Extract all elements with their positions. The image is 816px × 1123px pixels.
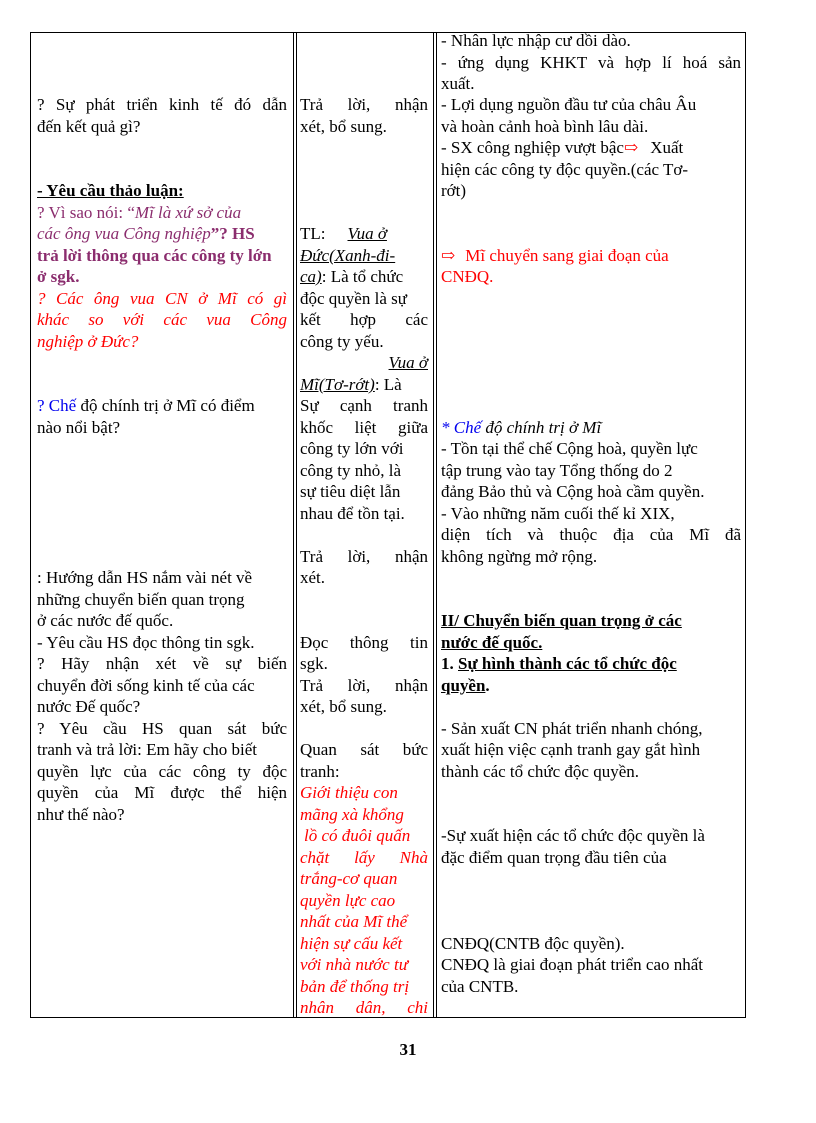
picture-intro: nhân dân, chi	[300, 998, 428, 1017]
us-answer: Sự cạnh tranh	[300, 396, 428, 415]
observe-picture: Quan sát bức	[300, 740, 428, 759]
germany-answer: TL: Vua ở	[300, 224, 387, 243]
us-answer: sự tiêu diệt lẫn	[300, 482, 401, 501]
picture-question: như thế nào?	[37, 805, 125, 824]
picture-question: tranh và trả lời: Em hãy cho biết	[37, 740, 258, 759]
regime-question: nào nổi bật?	[37, 418, 121, 437]
regime-content: đảng Bảo thủ và Cộng hoà cầm quyền.	[441, 482, 705, 501]
content-line: - Lợi dụng nguồn đầu tư của châu Âu	[441, 95, 697, 114]
germany-answer: độc quyền là sự	[300, 289, 407, 308]
content-line: xuất hiện việc cạnh tranh gay gắt hình	[441, 740, 701, 759]
content-line: và hoàn cảnh hoà bình lâu dài.	[441, 117, 649, 136]
column-divider	[436, 32, 437, 1018]
content-line: của CNTB.	[441, 977, 519, 996]
content-line: - Sản xuất CN phát triển nhanh chóng,	[441, 719, 703, 738]
picture-intro: nhất của Mĩ thể	[300, 912, 408, 931]
picture-intro: mãng xà khổng	[300, 805, 404, 824]
picture-intro: với nhà nước tư	[300, 955, 408, 974]
discussion-question: các ông vua Công nghiệp”? HS	[37, 224, 255, 243]
student-answer: Trả lời, nhận	[300, 95, 428, 114]
column-divider	[433, 32, 434, 1018]
discussion-question: ? Các ông vua CN ở Mĩ có gì	[37, 289, 287, 308]
germany-answer: công ty yếu.	[300, 332, 384, 351]
question-result: đến kết quả gì?	[37, 117, 141, 136]
observe-picture: tranh:	[300, 762, 340, 781]
content-line: - Nhân lực nhập cư dồi dào.	[441, 31, 631, 50]
regime-content: không ngừng mở rộng.	[441, 547, 598, 566]
student-answer: xét, bổ sung.	[300, 697, 387, 716]
content-line: rớt)	[441, 181, 467, 200]
picture-intro: bản để thống trị	[300, 977, 410, 996]
regime-content: - Vào những năm cuối thế kỉ XIX,	[441, 504, 675, 523]
column-divider	[293, 32, 294, 1018]
regime-heading: * Chế độ chính trị ở Mĩ	[441, 418, 602, 437]
question-result: ? Sự phát triển kinh tế đó dẫn	[37, 95, 287, 114]
picture-question: quyền lực của các công ty độc	[37, 762, 287, 781]
content-line: CNĐQ(CNTB độc quyền).	[441, 934, 625, 953]
student-answer: xét.	[300, 568, 326, 587]
us-answer: công ty nhỏ, là	[300, 461, 402, 480]
picture-intro: lồ có đuôi quấn	[304, 826, 411, 845]
student-answer: Trả lời, nhận	[300, 676, 428, 695]
student-read: Đọc thông tin	[300, 633, 428, 652]
comment-question: chuyển đời sống kinh tế của các	[37, 676, 255, 695]
us-answer: Vua ở	[388, 353, 428, 372]
regime-content: tập trung vào tay Tổng thống do 2	[441, 461, 673, 480]
discussion-question: ? Vì sao nói: “Mĩ là xứ sở của	[37, 203, 242, 222]
read-request: - Yêu cầu HS đọc thông tin sgk.	[37, 633, 255, 652]
page-number: 31	[399, 1040, 417, 1059]
student-answer: Trả lời, nhận	[300, 547, 428, 566]
right-arrow-icon: ⇨	[623, 138, 639, 157]
germany-answer: Đức(Xanh-đi-	[300, 246, 396, 265]
germany-answer: ca): Là tổ chức	[300, 267, 404, 286]
comment-question: ? Hãy nhận xét về sự biến	[37, 654, 287, 673]
picture-question: ? Yêu cầu HS quan sát bức	[37, 719, 287, 738]
picture-intro: trắng-cơ quan	[300, 869, 398, 888]
shift-statement: ⇨ Mĩ chuyển sang giai đoạn của	[441, 246, 669, 265]
content-line: hiện các công ty độc quyền.(các Tơ-	[441, 160, 689, 179]
content-line: -Sự xuất hiện các tổ chức độc quyền là	[441, 826, 705, 845]
subsection-heading: quyền.	[441, 676, 490, 695]
student-answer: xét, bổ sung.	[300, 117, 387, 136]
discussion-question: trả lời thông qua các công ty lớn	[37, 246, 272, 265]
guide-text: những chuyển biến quan trọng	[37, 590, 245, 609]
right-arrow-icon: ⇨	[441, 246, 456, 265]
section-heading: II/ Chuyển biến quan trọng ở các	[441, 611, 682, 630]
column-divider	[296, 32, 297, 1018]
content-line: thành các tổ chức độc quyền.	[441, 762, 640, 781]
content-line: xuất.	[441, 74, 475, 93]
picture-intro: chặt lấy Nhà	[300, 848, 428, 867]
content-line: đặc điểm quan trọng đầu tiên của	[441, 848, 667, 867]
us-answer: nhau để tồn tại.	[300, 504, 405, 523]
regime-question: ? Chế độ chính trị ở Mĩ có điểm	[37, 396, 255, 415]
content-line: CNĐQ là giai đoạn phát triển cao nhất	[441, 955, 704, 974]
shift-statement: CNĐQ.	[441, 267, 494, 286]
content-line: - ứng dụng KHKT và hợp lí hoá sản	[441, 53, 741, 72]
comment-question: nước Đế quốc?	[37, 697, 141, 716]
us-answer: khốc liệt giữa	[300, 418, 428, 437]
us-answer: Mĩ(Tơ-rớt): Là	[300, 375, 402, 394]
discussion-question: khác so với các vua Công	[37, 310, 287, 329]
regime-content: diện tích và thuộc địa của Mĩ đã	[441, 525, 741, 544]
germany-answer: kết hợp các	[300, 310, 428, 329]
regime-content: - Tồn tại thể chế Cộng hoà, quyền lực	[441, 439, 698, 458]
section-heading: nước đế quốc.	[441, 633, 543, 652]
discussion-question: ở sgk.	[37, 267, 80, 286]
discussion-heading: - Yêu cầu thảo luận:	[37, 181, 184, 200]
content-line: - SX công nghiệp vượt bậc⇨ Xuất	[441, 138, 684, 157]
picture-intro: Giới thiệu con	[300, 783, 398, 802]
picture-intro: quyền lực cao	[300, 891, 396, 910]
picture-intro: hiện sự cấu kết	[300, 934, 403, 953]
subsection-heading: 1. Sự hình thành các tổ chức độc	[441, 654, 677, 673]
student-read: sgk.	[300, 654, 328, 673]
guide-text: ở các nước đế quốc.	[37, 611, 174, 630]
us-answer: công ty lớn với	[300, 439, 404, 458]
guide-text: : Hướng dẫn HS nắm vài nét về	[37, 568, 253, 587]
discussion-question: nghiệp ở Đức?	[37, 332, 139, 351]
picture-question: quyền của Mĩ được thể hiện	[37, 783, 287, 802]
